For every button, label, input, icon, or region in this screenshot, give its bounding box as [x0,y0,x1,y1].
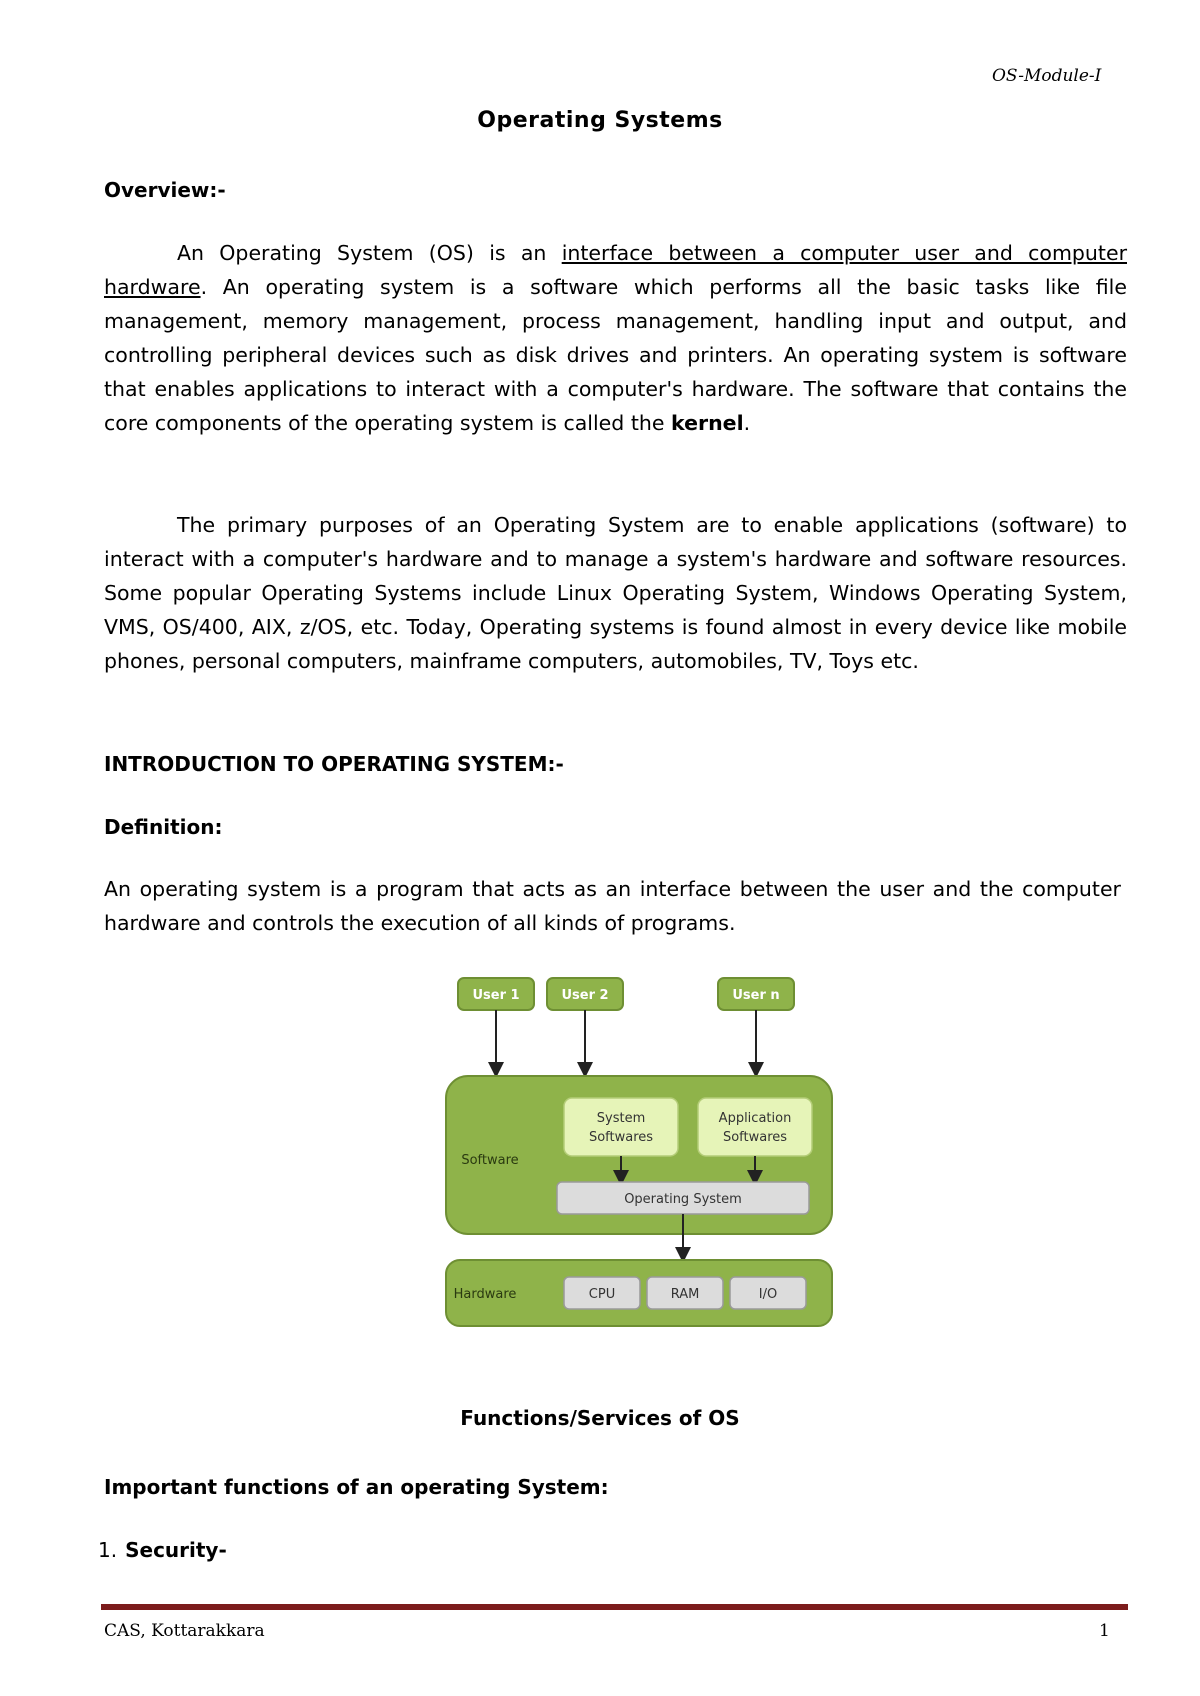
definition-text: An operating system is a program that acts as an interface between the user and the computer hardware and controls the execution of all kinds of programs. [104,877,1121,935]
footer-institution: CAS, Kottarakkara [104,1621,265,1641]
application-softwares-box [698,1098,812,1156]
system-softwares-box [564,1098,678,1156]
page-title: Operating Systems [477,108,723,133]
software-label: Software [461,1153,519,1168]
user-2-box [547,978,623,1010]
system-softwares-line-2: Softwares [588,1130,654,1145]
functions-heading: Functions/Services of OS [460,1406,740,1430]
p1-text: An Operating System (OS) is an [177,241,562,265]
list-item [98,1538,227,1562]
module-header: OS-Module-I [992,66,1102,86]
user-n-box [718,978,794,1010]
p1-end: . [743,411,751,435]
ram-label: RAM [670,1287,700,1302]
list-item-label: Security- [125,1538,227,1562]
page-number: 1 [1099,1621,1110,1641]
system-softwares-line-1: System [596,1111,646,1126]
overview-heading: Overview:- [104,178,226,202]
cpu-label: CPU [588,1287,616,1302]
operating-system-label: Operating System [624,1192,742,1207]
user-1-label: User 1 [472,988,520,1003]
kernel-term: kernel [670,411,744,435]
functions-subheading: Important functions of an operating System: [104,1475,609,1499]
overview-paragraph-1 [104,236,1127,440]
application-softwares-line-1: Application [718,1111,792,1126]
user-n-label: User n [732,988,780,1003]
definition-heading: Definition: [104,815,223,839]
user-1-box [458,978,534,1010]
io-label: I/O [758,1287,778,1302]
hardware-box [446,1260,832,1326]
hardware-label: Hardware [453,1287,517,1302]
p1-text-cont: . An operating system is a software which performs all the basic tasks like file management, memory management, process management, handling input and output, and controlling peripheral devices such as disk drives and printers. An operating system is software that enables applications to interact with a computer's hardware. The software that contains the core components of the operating system is called the [104,275,1127,435]
intro-heading: INTRODUCTION TO OPERATING SYSTEM:- [104,752,564,776]
overview-paragraph-2: The primary purposes of an Operating System are to enable applications (software) to interact with a computer's hardware and to manage a system's hardware and software resources. Some popular Operating Systems include Linux Operating System, Windows Operating System, VMS, OS/400, AIX, z/OS, etc. Today, Operating systems is found almost in every device like mobile phones, personal computers, mainframe computers, automobiles, TV, Toys etc. [104,513,1127,673]
list-item-number: 1. [98,1538,118,1562]
footer-divider [101,1604,1128,1610]
software-box [446,1076,832,1234]
user-2-label: User 2 [561,988,609,1003]
application-softwares-line-2: Softwares [722,1130,788,1145]
os-architecture-diagram [440,970,840,1340]
p1-underlined-text: interface between a computer user and computer hardware [104,241,1127,299]
